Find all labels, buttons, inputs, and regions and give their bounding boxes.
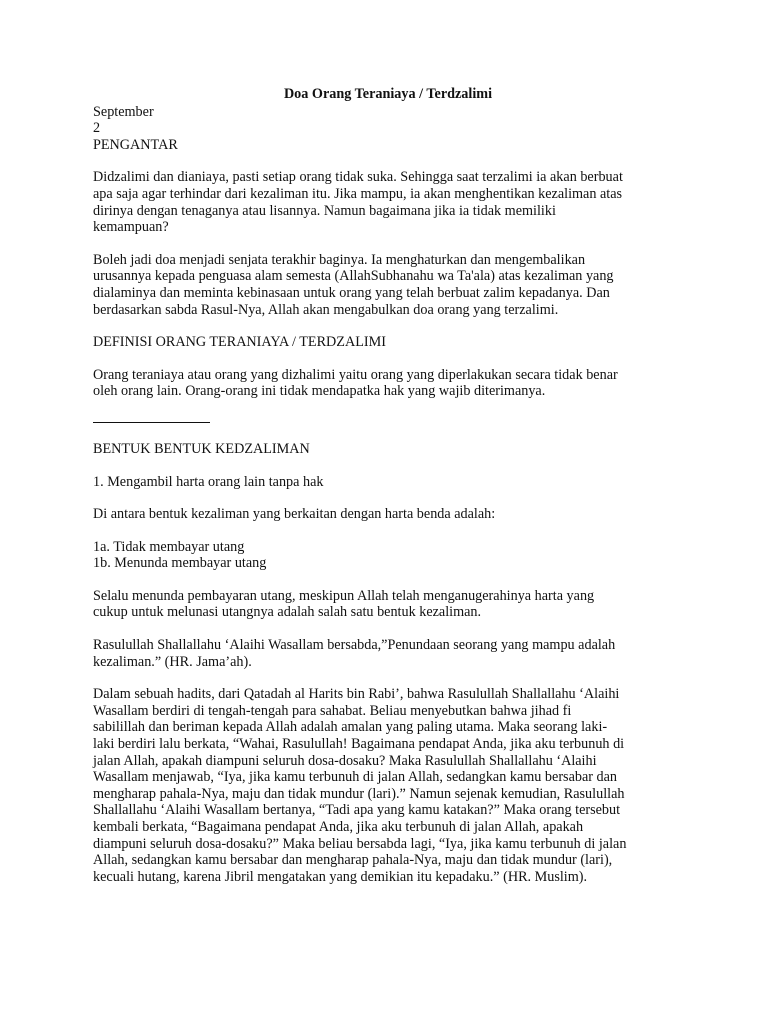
text-line: kezaliman.” (HR. Jama’ah). (93, 653, 252, 670)
paragraph-intro-2 (93, 252, 683, 318)
paragraph-debt-delay (93, 588, 683, 621)
text-line: jalan Allah, apakah diampuni seluruh dosa-dosaku? Maka Rasulullah Shallallahu ‘Alaihi (93, 752, 597, 769)
text-line: Allah, sedangkan kamu bersabar dan mengharap pahala-Nya, maju dan tidak mundur (lari), (93, 852, 613, 869)
text-line: berdasarkan sabda Rasul-Nya, Allah akan mengabulkan doa orang yang terzalimi. (93, 301, 559, 318)
sub-list (93, 539, 683, 572)
text-line: dialaminya dan meminta kebinasaan untuk orang yang telah berbuat zalim kepadanya. Dan (93, 284, 610, 301)
list-item-1a: 1a. Tidak membayar utang (93, 538, 245, 555)
heading-forms: BENTUK BENTUK KEDZALIMAN (93, 440, 310, 457)
text-line: laki berdiri lalu berkata, “Wahai, Rasulullah! Bagaimana pendapat Anda, jika aku terbunuh di (93, 736, 625, 753)
text-line: sabilillah dan beriman kepada Allah adalah amalan yang paling utama. Maka seorang laki- (93, 719, 608, 736)
text-line: kecuali hutang, karena Jibril mengatakan yang demikian itu kepadaku.” (HR. Muslim). (93, 868, 588, 885)
heading-intro: PENGANTAR (93, 136, 178, 153)
text-line: dirinya dengan tenaganya atau lisannya. Namun bagaimana jika ia tidak memiliki (93, 202, 556, 219)
text-line: Shallallahu ‘Alaihi Wasallam bertanya, “Tadi apa yang kamu katakan?” Maka orang tersebut (93, 802, 621, 819)
text-line: Boleh jadi doa menjadi senjata terakhir baginya. Ia menghaturkan dan mengembalikan (93, 251, 586, 268)
text-line: Dalam sebuah hadits, dari Qatadah al Harits bin Rabi’, bahwa Rasulullah Shallallahu ‘Alaihi (93, 686, 620, 703)
text-line: Rasulullah Shallallahu ‘Alaihi Wasallam bersabda,”Penundaan seorang yang mampu adalah (93, 637, 616, 654)
text-line: Didzalimi dan dianiaya, pasti setiap orang tidak suka. Sehingga saat terzalimi ia akan berbuat (93, 169, 623, 186)
date-day: 2 (93, 120, 101, 137)
text-line: diampuni seluruh dosa-dosaku?” Maka beliau bersabda lagi, “Iya, jika kamu terbunuh di jalan (93, 835, 627, 852)
date-month: September (93, 103, 154, 120)
paragraph-hadith-story (93, 686, 683, 885)
text-line: Orang teraniaya atau orang yang dizhalimi yaitu orang yang diperlakukan secara tidak benar (93, 366, 618, 383)
text-line: kembali berkata, “Bagaimana pendapat Anda, jika aku terbunuh di jalan Allah, apakah (93, 819, 584, 835)
text-line: oleh orang lain. Orang-orang ini tidak mendapatka hak yang wajib diterimanya. (93, 383, 546, 400)
text-line: kemampuan? (93, 219, 169, 236)
text-line: Wasallam menjawab, “Iya, jika kamu terbunuh di jalan Allah, sedangkan kamu bersabar dan (93, 769, 618, 786)
paragraph-intro-1 (93, 169, 683, 235)
text-line: Selalu menunda pembayaran utang, meskipun Allah telah menganugerahinya harta yang (93, 587, 595, 604)
document-page (93, 86, 683, 885)
text-line: mengharap pahala-Nya, maju dan tidak mundur (lari).” Namun sejenak kemudian, Rasulullah (93, 785, 625, 802)
horizontal-rule (93, 408, 210, 423)
heading-definition: DEFINISI ORANG TERANIAYA / TERDZALIMI (93, 334, 386, 351)
paragraph-property: Di antara bentuk kezaliman yang berkaitan dengan harta benda adalah: (93, 506, 496, 523)
list-item-1: 1. Mengambil harta orang lain tanpa hak (93, 473, 324, 490)
text-line: Wasallam berdiri di tengah-tengah para sahabat. Beliau menyebutkan bahwa jihad fi (93, 702, 572, 719)
list-item-1b: 1b. Menunda membayar utang (93, 555, 267, 572)
paragraph-hadith-quote (93, 637, 683, 670)
text-line: apa saja agar terhindar dari kezaliman itu. Jika mampu, ia akan menghentikan kezaliman atas (93, 185, 623, 202)
text-line: urusannya kepada penguasa alam semesta (AllahSubhanahu wa Ta'ala) atas kezaliman yang (93, 268, 614, 285)
text-line: cukup untuk melunasi utangnya adalah salah satu bentuk kezaliman. (93, 604, 482, 621)
document-title: Doa Orang Teraniaya / Terdzalimi (283, 86, 493, 102)
paragraph-definition (93, 367, 683, 400)
